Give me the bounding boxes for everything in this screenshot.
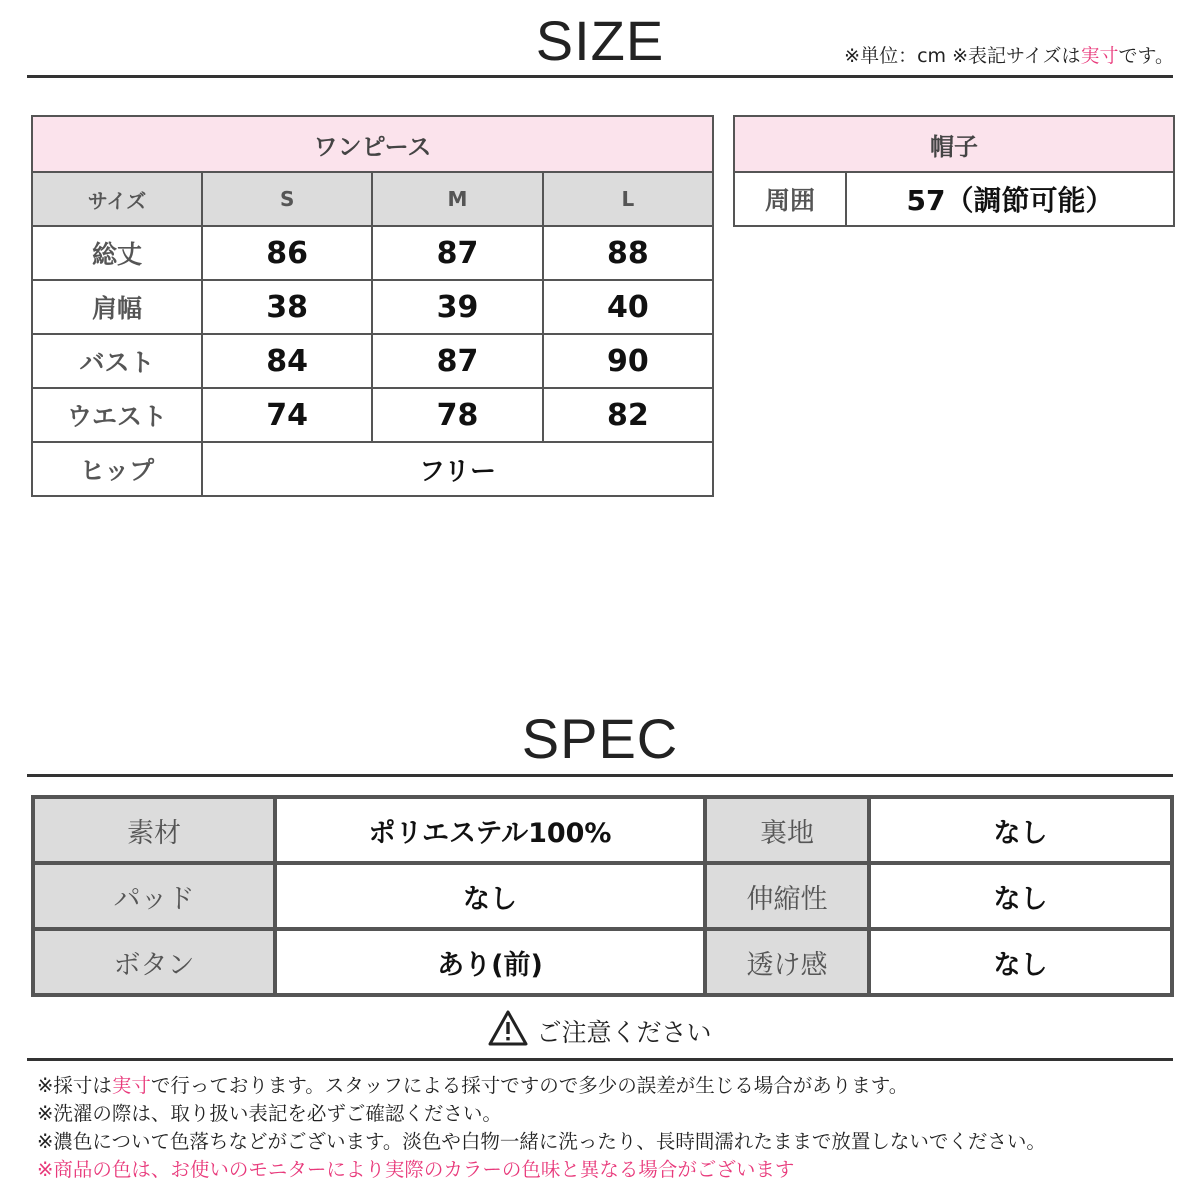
unit-note-emph: 実寸 [1080,45,1119,67]
bust-l: 90 [543,334,713,388]
row-label-shoulder: 肩幅 [32,280,202,334]
note-1-prefix: ※採寸は [37,1074,112,1097]
size-divider [27,75,1173,78]
row-label-bust: バスト [32,334,202,388]
note-1 [37,1072,1046,1100]
length-l: 88 [543,226,713,280]
shoulder-s: 38 [202,280,372,334]
hat-circumference-value: 57（調節可能） [846,172,1174,226]
table-row [33,797,1172,863]
note-4: ※商品の色は、お使いのモニターにより実際のカラーの色味と異なる場合がございます [37,1158,795,1181]
spec-label-material: 素材 [33,797,275,863]
onepiece-size-table [31,115,714,497]
unit-note-suffix: です。 [1118,45,1174,67]
unit-note-prefix: ※単位：cm ※表記サイズは [844,45,1081,67]
spec-label-pad: パッド [33,863,275,929]
caution-title: ご注意ください [536,1018,712,1047]
row-label-hip: ヒップ [32,442,202,496]
bust-s: 84 [202,334,372,388]
note-1-emph: 実寸 [111,1074,151,1097]
bust-m: 87 [372,334,542,388]
shoulder-l: 40 [543,280,713,334]
spec-value-sheerness: なし [869,929,1172,995]
table-row [32,388,713,442]
onepiece-table-title: ワンピース [32,116,713,172]
waist-l: 82 [543,388,713,442]
row-label-waist: ウエスト [32,388,202,442]
note-3: ※濃色について色落ちなどがございます。淡色や白物一緒に洗ったり、長時間濡れたままで放置しないでください。 [37,1130,1046,1153]
spec-value-material: ポリエステル100% [275,797,705,863]
column-header-m: M [372,172,542,226]
spec-label-button: ボタン [33,929,275,995]
spec-table [31,795,1174,997]
row-label-length: 総丈 [32,226,202,280]
spec-value-pad: なし [275,863,705,929]
hat-row-label: 周囲 [734,172,846,226]
size-title: SIZE [535,9,665,72]
unit-note [844,41,1174,68]
length-m: 87 [372,226,542,280]
table-row [33,929,1172,995]
note-1-suffix: で行っております。スタッフによる採寸ですので多少の誤差が生じる場合があります。 [150,1074,909,1097]
spec-value-button: あり(前) [275,929,705,995]
table-row [734,172,1174,226]
hip-value: フリー [202,442,713,496]
waist-s: 74 [202,388,372,442]
table-row [32,226,713,280]
table-row [32,442,713,496]
hat-size-table [733,115,1175,227]
spec-label-sheerness: 透け感 [705,929,869,995]
column-header-size: サイズ [32,172,202,226]
shoulder-m: 39 [372,280,542,334]
caution-notes [37,1072,1046,1184]
size-column-header-row [32,172,713,226]
spec-title: SPEC [521,707,679,770]
waist-m: 78 [372,388,542,442]
column-header-l: L [543,172,713,226]
spec-divider [27,774,1173,777]
warning-icon [488,1010,528,1052]
note-2: ※洗濯の際は、取り扱い表記を必ずご確認ください。 [37,1102,502,1125]
column-header-s: S [202,172,372,226]
table-row [32,280,713,334]
caution-divider [27,1058,1173,1061]
spec-value-lining: なし [869,797,1172,863]
spec-label-stretch: 伸縮性 [705,863,869,929]
spec-label-lining: 裏地 [705,797,869,863]
hat-table-title: 帽子 [734,116,1174,172]
spec-value-stretch: なし [869,863,1172,929]
caution-heading [0,1010,1200,1052]
length-s: 86 [202,226,372,280]
table-row [33,863,1172,929]
table-row [32,334,713,388]
